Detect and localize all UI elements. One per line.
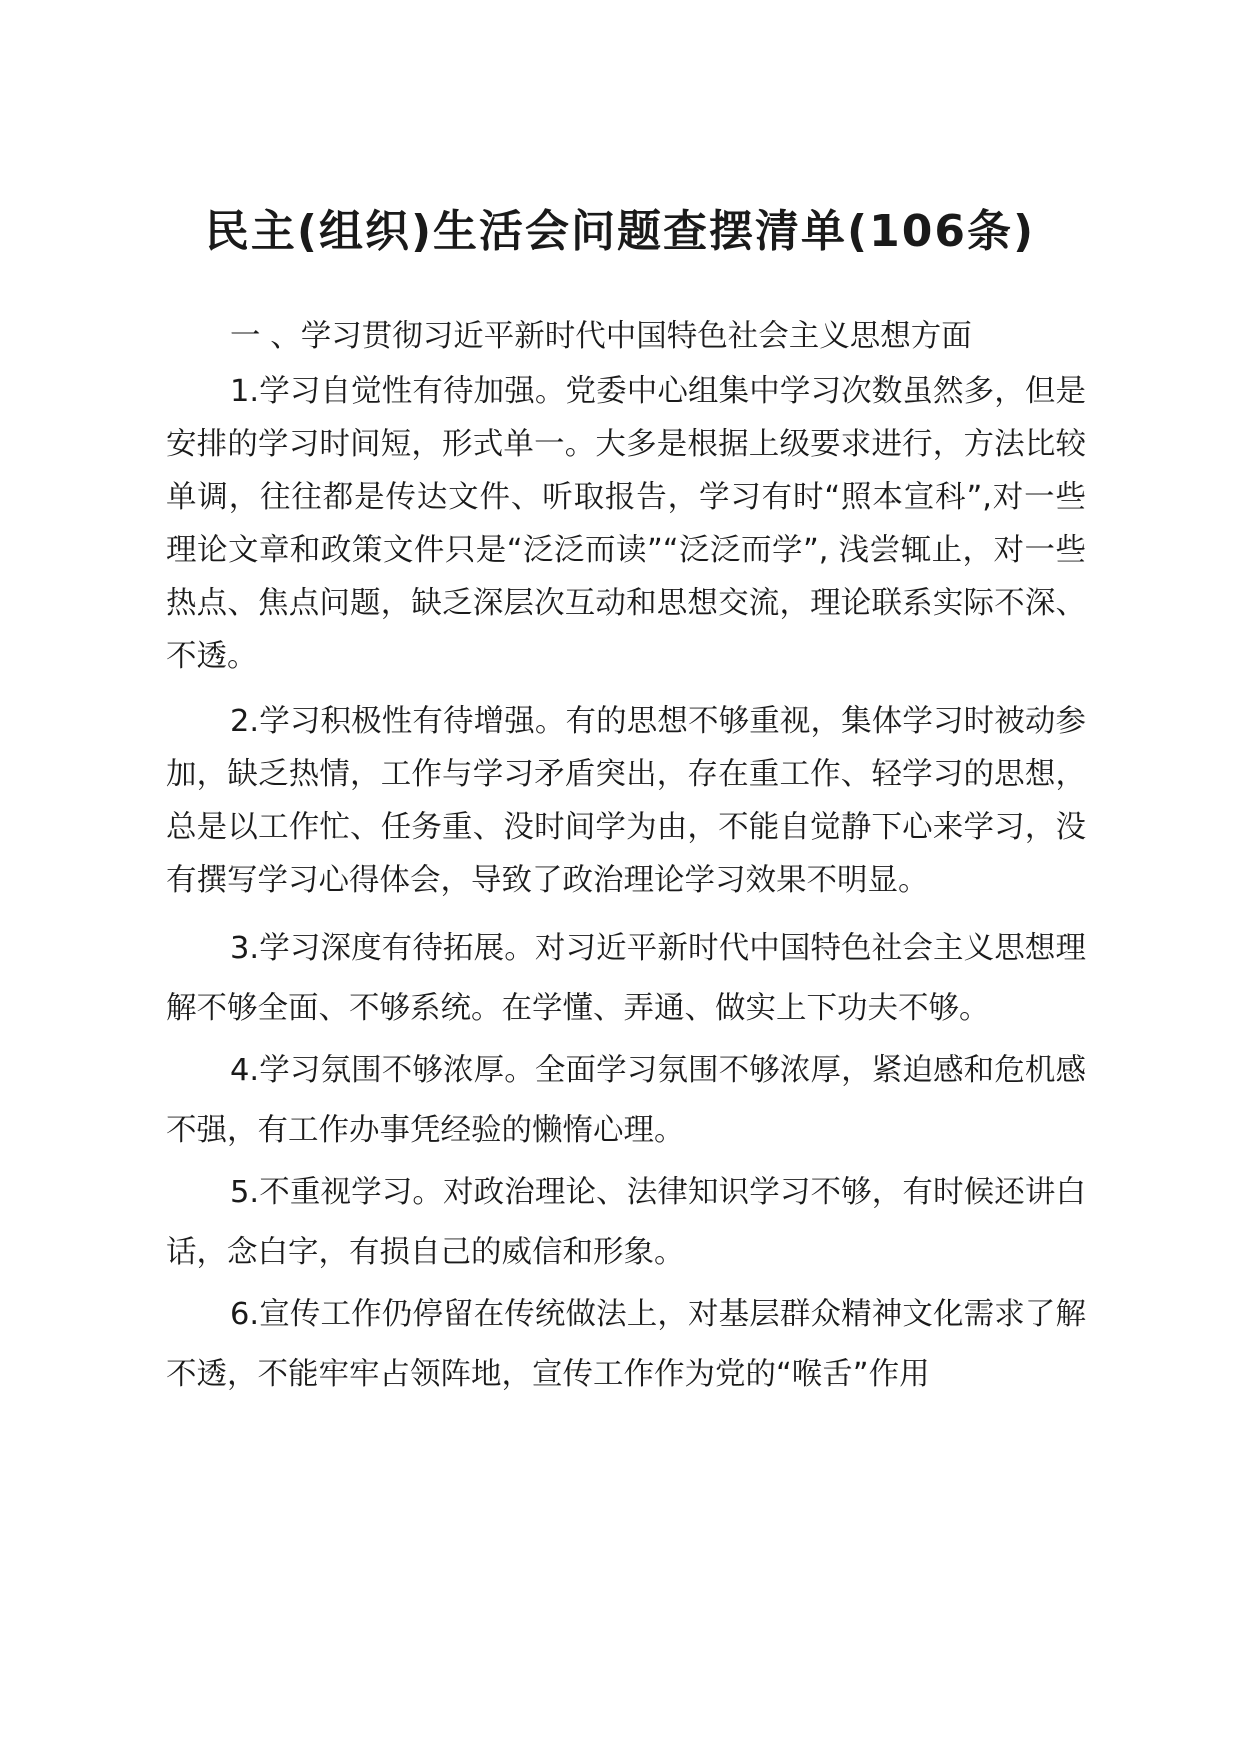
list-item: 6.宣传工作仍停留在传统做法上，对基层群众精神文化需求了解不透，不能牢牢占领阵地，宣传工作作为党的“喉舌”作用 <box>166 1297 1086 1392</box>
list-item: 3.学习深度有待拓展。对习近平新时代中国特色社会主义思想理解不够全面、不够系统。在学懂、弄通、做实上下功夫不够。 <box>166 931 1086 1026</box>
list-item: 4.学习氛围不够浓厚。全面学习氛围不够浓厚，紧迫感和危机感不强，有工作办事凭经验的懒惰心理。 <box>166 1053 1086 1148</box>
document-title: 民主(组织)生活会问题查摆清单(106条) <box>204 206 1036 257</box>
document-body <box>166 310 1086 1407</box>
list-item: 2.学习积极性有待增强。有的思想不够重视，集体学习时被动参加，缺乏热情，工作与学习矛盾突出，存在重工作、轻学习的思想，总是以工作忙、任务重、没时间学为由，不能自觉静下心来学习，没有撰写学习心得体会，导致了政治理论学习效果不明显。 <box>166 704 1086 898</box>
list-item: 1.学习自觉性有待加强。党委中心组集中学习次数虽然多，但是安排的学习时间短，形式单一。大多是根据上级要求进行，方法比较单调，往往都是传达文件、听取报告，学习有时“照本宣科”,对一些理论文章和政策文件只是“泛泛而读”“泛泛而学”, 浅尝辄止，对一些热点、焦点问题，缺乏深层次互动和思想交流，理论联系实际不深、不透。 <box>166 374 1086 674</box>
list-item: 5.不重视学习。对政治理论、法律知识学习不够，有时候还讲白话，念白字，有损自己的威信和形象。 <box>166 1175 1086 1270</box>
section-heading: 一 、学习贯彻习近平新时代中国特色社会主义思想方面 <box>230 319 972 354</box>
